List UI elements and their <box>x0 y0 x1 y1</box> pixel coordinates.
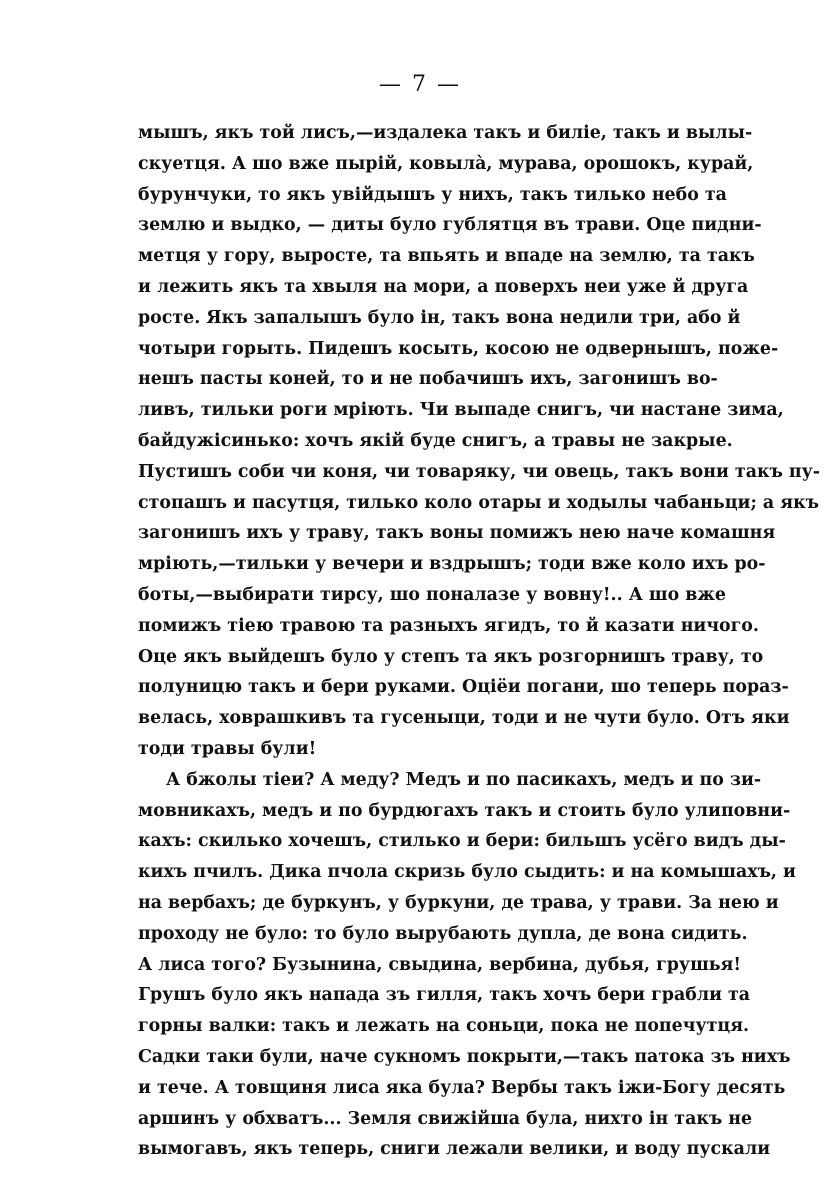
text-line: Садки таки були, наче сукномъ покрыти,—такъ патока зъ нихъ <box>138 1046 791 1067</box>
body-text <box>138 118 821 1165</box>
text-line: бурунчуки, то якъ увійдышъ у нихъ, такъ тилько небо та <box>138 184 727 205</box>
text-line: аршинъ у обхватъ... Земля свижійша була, нихто ін такъ не <box>138 1108 753 1129</box>
text-line: помижъ тіею травою та разныхъ ягидъ, то й казати ничого. <box>138 615 759 636</box>
text-line: загонишъ ихъ у траву, такъ воны помижъ нею наче комашня <box>138 523 776 544</box>
text-line: байдужісинько: хочъ якій буде снигъ, а травы не закрые. <box>138 430 733 451</box>
text-line: А бжолы тіеи? А меду? Медъ и по пасикахъ, медъ и по зи- <box>166 769 762 790</box>
text-line: проходу не було: то було вырубають дупла, де вона сидить. <box>138 923 748 944</box>
text-line: и тече. А товщиня лиса яка була? Вербы такъ іжи-Богу десять <box>138 1077 786 1098</box>
text-line: землю и выдко, — диты було гублятця въ трави. Оце пидни- <box>138 215 762 236</box>
text-line: горны валки: такъ и лежать на соньци, пока не попечутця. <box>138 1016 750 1037</box>
text-line: боты,—выбирати тирсу, шо поналазе у вовну!.. А шо вже <box>138 584 726 605</box>
text-line: чотыри горыть. Пидешъ косыть, косою не одвернышъ, поже- <box>138 338 779 359</box>
page-number: — 7 — <box>379 72 461 97</box>
paragraph-2 <box>138 765 796 1165</box>
text-line: на вербахъ; де буркунъ, у буркуни, де трава, у трави. За нею и <box>138 892 779 913</box>
text-line: Оце якъ выйдешъ було у степъ та якъ розгорнишъ траву, то <box>138 646 764 667</box>
text-line: мовникахъ, медъ и по бурдюгахъ такъ и стоить було улиповни- <box>138 800 791 821</box>
text-line: мріють,—тильки у вечери и вздрышъ; тоди вже коло ихъ ро- <box>138 554 766 575</box>
text-line: стопашъ и пасутця, тилько коло отары и ходылы чабаньци; а якъ <box>138 492 819 513</box>
text-line: Грушъ було якъ напада зъ гилля, такъ хочъ бери грабли та <box>138 985 751 1006</box>
text-line: ливъ, тильки роги мріють. Чи выпаде снигъ, чи настане зима, <box>138 400 784 421</box>
text-line: нешъ пасты коней, то и не побачишъ ихъ, загонишъ во- <box>138 369 718 390</box>
text-line: А лиса того? Бузынина, свыдина, вербина, дубья, грушья! <box>138 954 742 975</box>
text-line: метця у гору, выросте, та впьять и впаде на землю, та такъ <box>138 246 755 267</box>
text-line: полуницю такъ и бери руками. Оціёи погани, шо теперь пораз- <box>138 677 789 698</box>
text-line: мышъ, якъ той лисъ,—издалека такъ и биліе, такъ и вылы- <box>138 123 753 143</box>
text-line: росте. Якъ запалышъ було ін, такъ вона недили три, або й <box>138 307 741 328</box>
paragraph-1 <box>138 118 821 765</box>
text-line: Пустишъ соби чи коня, чи товаряку, чи овець, такъ вони такъ пу- <box>138 461 821 482</box>
text-line: и лежить якъ та хвыля на мори, а поверхъ неи уже й друга <box>138 276 749 297</box>
text-line: кихъ пчилъ. Дика пчола скризь було сыдить: и на комышахъ, и <box>138 862 796 883</box>
text-line: кахъ: скилько хочешъ, стилько и бери: бильшъ усёго видъ ды- <box>138 831 786 852</box>
text-line: тоди травы були! <box>138 738 317 759</box>
text-line: велась, ховрашкивъ та гусеныци, тоди и не чути було. Отъ яки <box>138 708 790 729</box>
text-line: вымогавъ, якъ теперь, сниги лежали велики, и воду пускали <box>138 1139 771 1160</box>
text-line: скуетця. А шо вже пырій, ковыла̀, мурава, орошокъ, курай, <box>138 153 754 174</box>
